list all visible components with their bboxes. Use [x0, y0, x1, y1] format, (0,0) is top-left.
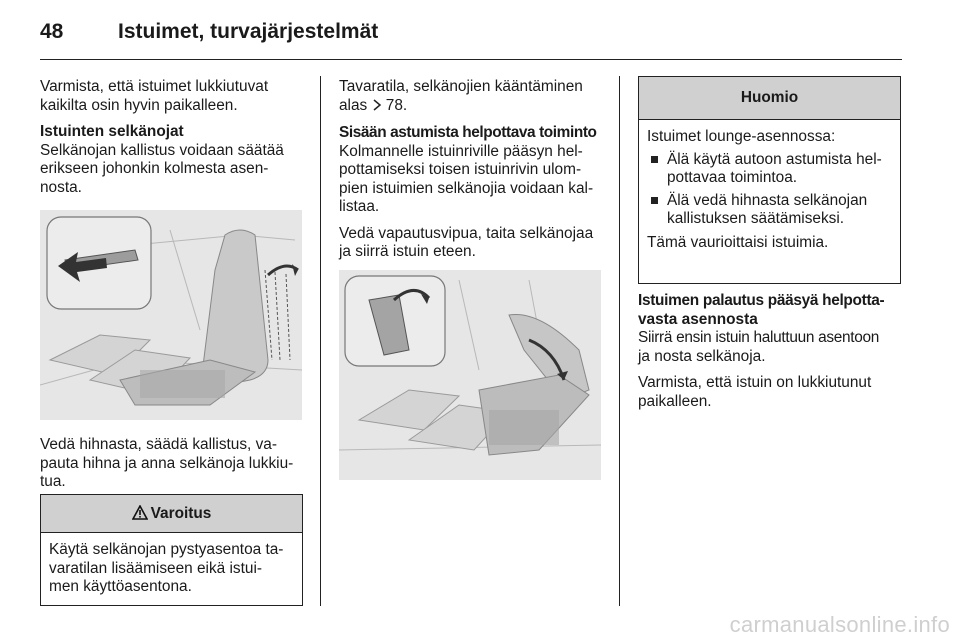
column-3-text	[638, 292, 906, 419]
column-divider-2	[619, 76, 620, 606]
watermark: carmanualsonline.info	[729, 612, 950, 637]
cargo-reference: Tavaratila, selkänojien kääntäminen alas 78.	[339, 78, 607, 116]
section-heading: Sisään astumista helpottava toiminto	[339, 124, 597, 141]
warning-triangle-icon	[132, 497, 148, 534]
section-heading: Istuinten selkänojat	[40, 123, 184, 140]
restore-section: Istuimen palautus pääsyä helpotta- vasta asennosta Siirrä ensin istuin haluttuun asentoon ja nosta selkänoja.	[638, 292, 906, 366]
column-1	[40, 78, 308, 205]
warning-title: Varoitus	[150, 505, 212, 522]
seatback-section: Istuinten selkänojat Selkänojan kallistus voidaan säätää erikseen johonkin kolmesta asen- nosta.	[40, 123, 308, 197]
bullet-square-icon	[651, 156, 658, 163]
reference-page: 78.	[385, 96, 408, 114]
seat-recline-illustration	[40, 210, 302, 420]
warning-header	[41, 495, 302, 533]
lock-check-paragraph: Varmista, että istuin on lukkiutunut paikalleen.	[638, 374, 872, 410]
note-bullet: Älä käytä autoon astumista hel- pottavaa toimintoa.	[647, 151, 892, 188]
warning-body: Käytä selkänojan pystyasentoa ta- varatilan lisäämiseen eikä istui- men käyttöasentona.	[49, 541, 284, 595]
chapter-title: Istuimet, turvajärjestelmät	[118, 20, 379, 43]
note-header: Huomio	[639, 77, 900, 120]
warning-box	[40, 494, 303, 606]
easy-entry-section: Sisään astumista helpottava toiminto Kolmannelle istuinriville pääsyn hel- pottamiseksi toisen istuinrivin ulom- pien istuimien selkänojia voidaan kal- listaa.	[339, 124, 607, 217]
release-lever-instruction: Vedä vapautusvipua, taita selkänojaa ja siirrä istuin eteen.	[339, 224, 594, 260]
page-number: 48	[40, 20, 64, 43]
bullet-square-icon	[651, 197, 658, 204]
intro-paragraph: Varmista, että istuimet lukkiutuvat kaikilta osin hyvin paikalleen.	[40, 78, 269, 114]
note-body	[639, 120, 900, 260]
easy-entry-illustration	[339, 270, 601, 480]
note-intro: Istuimet lounge-asennossa:	[647, 128, 836, 145]
note-closing: Tämä vaurioittaisi istuimia.	[647, 233, 829, 251]
section-heading: Istuimen palautus pääsyä helpotta-	[638, 292, 885, 309]
page-reference-icon	[372, 98, 382, 117]
note-box	[638, 76, 901, 284]
header-rule	[40, 59, 902, 60]
strap-instruction: Vedä hihnasta, säädä kallistus, va- pauta hihna ja anna selkänoja lukkiu- tua.	[40, 436, 294, 490]
page-header	[40, 14, 902, 50]
column-1-after-figure	[40, 436, 308, 500]
column-2	[339, 78, 607, 270]
column-divider-1	[320, 76, 321, 606]
note-bullet: Älä vedä hihnasta selkänojan kallistuksen säätämiseksi.	[647, 192, 892, 229]
